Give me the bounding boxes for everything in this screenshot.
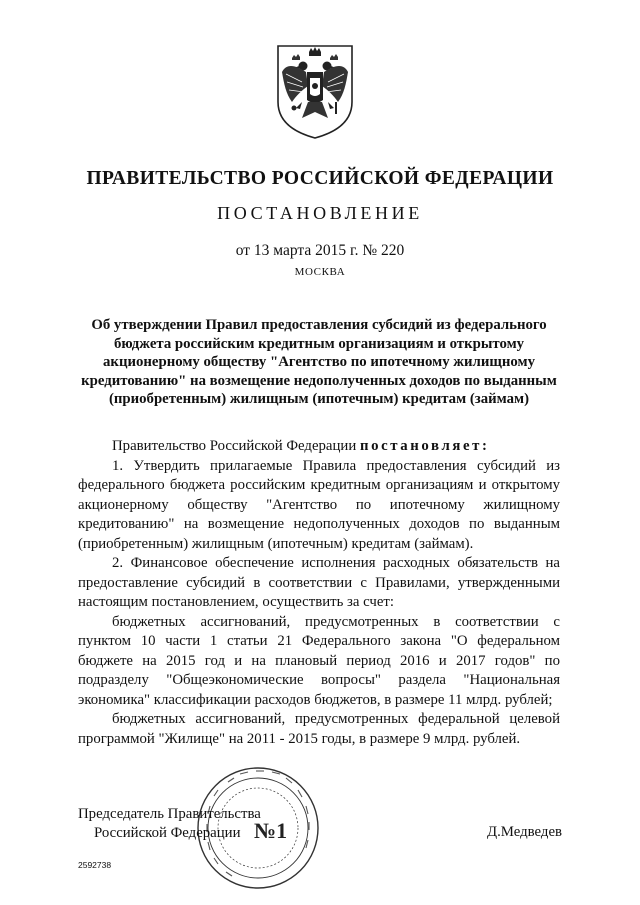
intro-prefix: Правительство Российской Федерации — [112, 438, 360, 454]
paragraph-1: 1. Утвердить прилагаемые Правила предоставления субсидий из федерального бюджета российским кредитным организациям и открытому акционерному обществу "Агентство по ипотечному жилищному кредитованию" на возмещение недополученных доходов по выданным (приобретенным) жилищным (ипотечным) кредитам (займам). — [78, 457, 560, 552]
intro-resolves: постановляет: — [359, 438, 490, 454]
decree-date-number: от 13 марта 2015 г. № 220 — [235, 242, 405, 259]
signature-block — [78, 805, 261, 843]
stamp-number: №1 — [254, 818, 288, 843]
paragraph-2: 2. Финансовое обеспечение исполнения расходных обязательств на предоставление субсидий в соответствии с Правилами, утвержденными настоящим постановлением, осуществить за счет: — [78, 555, 560, 610]
signer-position-line1: Председатель Правительства — [78, 806, 261, 822]
coat-of-arms-icon — [272, 42, 358, 140]
government-name: ПРАВИТЕЛЬСТВО РОССИЙСКОЙ ФЕДЕРАЦИИ — [86, 168, 554, 189]
document-code: 2592738 — [78, 860, 112, 870]
signer-position-line2: Российской Федерации — [94, 825, 241, 841]
signer-name: Д.Медведев — [486, 824, 562, 840]
decree-body — [78, 437, 560, 749]
decree-title: Об утверждении Правил предоставления субсидий из федерального бюджета российским кредитным организациям и открытому акционерному обществу "Агентство по ипотечному жилищному кредитованию" на возмещение недополученных доходов по выданным (приобретенным) жилищным (ипотечным) кредитам (займам) — [81, 317, 557, 408]
paragraph-3: бюджетных ассигнований, предусмотренных в соответствии с пунктом 10 части 1 статьи 21 Федерального закона "О федеральном бюджете на 2015 год и на плановый период 2016 и 2017 годов" по подразделу "Общеэкономические вопросы" раздела "Национальная экономика" классификации расходов бюджетов, в размере 11 млрд. рублей; — [78, 613, 560, 708]
decree-intro — [78, 437, 560, 457]
paragraph-4: бюджетных ассигнований, предусмотренных федеральной целевой программой "Жилище" на 2011 - 2015 годы, в размере 9 млрд. рублей. — [78, 711, 560, 747]
decree-heading: ПОСТАНОВЛЕНИЕ — [217, 203, 423, 223]
decree-city: МОСКВА — [294, 266, 346, 278]
